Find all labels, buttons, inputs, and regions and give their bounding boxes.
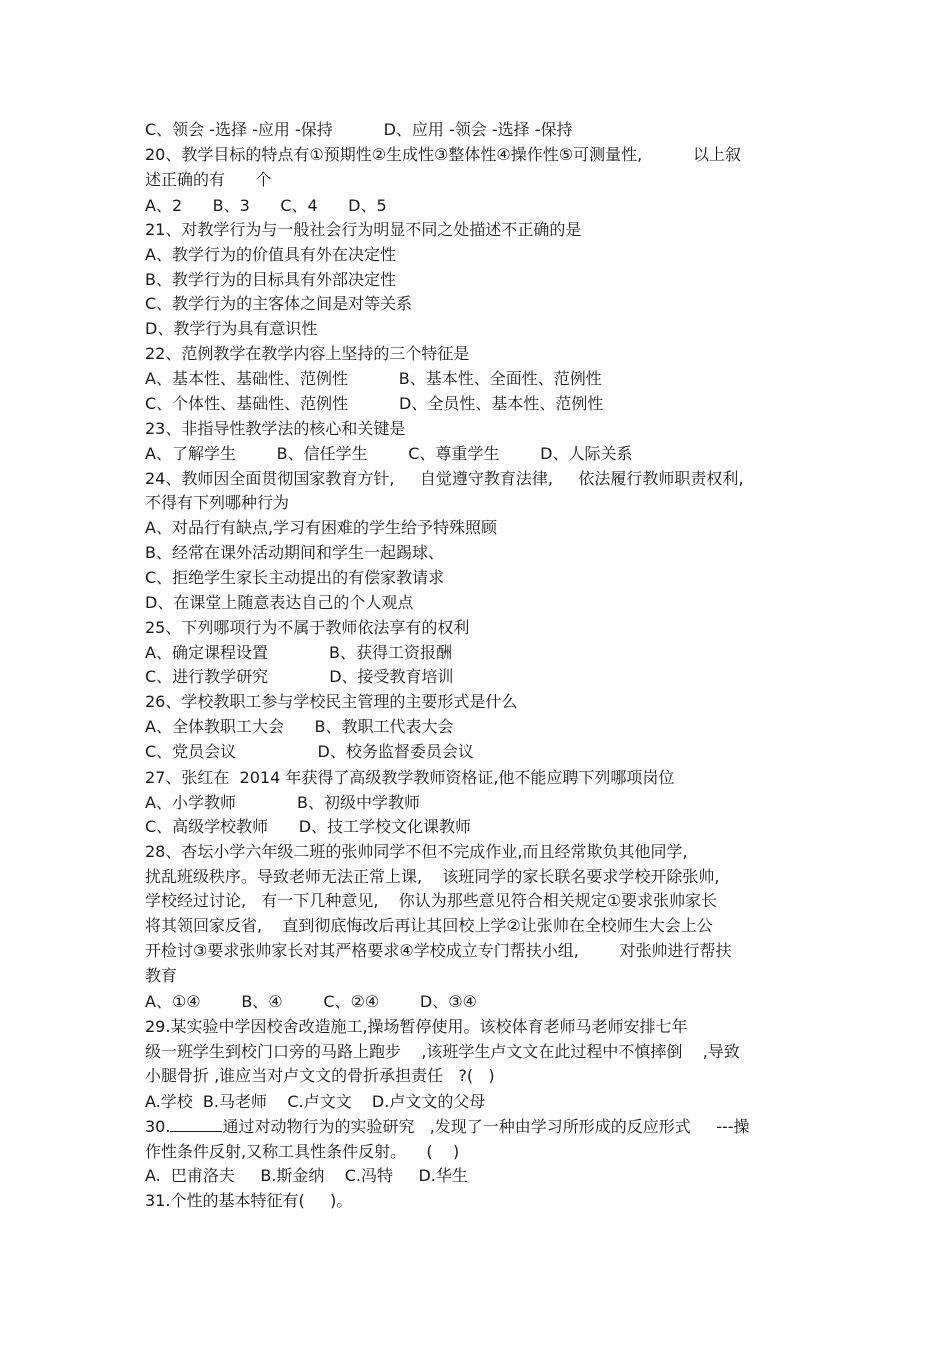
q27-options-cd: C、高级学校教师 D、技工学校文化课教师 [145, 817, 472, 836]
q26-options-cd: C、党员会议 D、校务监督委员会议 [145, 742, 474, 761]
q28-stem-5: 开检讨③要求张帅家长对其严格要求④学校成立专门帮扶小组, 对张帅进行帮扶 [145, 941, 732, 960]
q22-options-cd: C、个体性、基础性、范例性 D、全员性、基本性、范例性 [145, 394, 604, 413]
q20-options: A、2 B、3 C、4 D、5 [145, 196, 387, 215]
q24-stem: 24、教师因全面贯彻国家教育方针, 自觉遵守教育法律, 依法履行教师职责权利, [145, 469, 744, 488]
q31-stem: 31.个性的基本特征有( )。 [145, 1191, 353, 1210]
q30-options: A. 巴甫洛夫 B.斯金纳 C.冯特 D.华生 [145, 1166, 468, 1185]
q30-stem-text: 通过对动物行为的实验研究 ,发现了一种由学习所形成的反应形式 ---操 [222, 1117, 750, 1136]
q28-stem-6: 教育 [145, 966, 178, 985]
q23-stem: 23、非指导性教学法的核心和关键是 [145, 419, 406, 438]
q26-stem: 26、学校教职工参与学校民主管理的主要形式是什么 [145, 692, 518, 711]
q25-options-cd: C、进行教学研究 D、接受教育培训 [145, 667, 454, 686]
q29-stem-3: 小腿骨折 ,谁应当对卢文文的骨折承担责任 ?( ) [145, 1066, 495, 1085]
q30-stem-cont: 作性条件反射,又称工具性条件反射。 ( ) [145, 1142, 460, 1161]
q20-stem-cont: 述正确的有 个 [145, 170, 272, 189]
q29-options: A.学校 B.马老师 C.卢文文 D.卢文文的父母 [145, 1092, 486, 1111]
q22-options-ab: A、基本性、基础性、范例性 B、基本性、全面性、范例性 [145, 369, 602, 388]
q23-options: A、了解学生 B、信任学生 C、尊重学生 D、人际关系 [145, 444, 633, 463]
q21-option-b: B、教学行为的目标具有外部决定性 [145, 270, 396, 289]
q27-options-ab: A、小学教师 B、初级中学教师 [145, 793, 420, 812]
q25-options-ab: A、确定课程设置 B、获得工资报酬 [145, 643, 452, 662]
q25-stem: 25、下列哪项行为不属于教师依法享有的权利 [145, 618, 470, 637]
q28-stem-3: 学校经过讨论, 有一下几种意见, 你认为那些意见符合相关规定①要求张帅家长 [145, 891, 718, 910]
q28-options: A、①④ B、④ C、②④ D、③④ [145, 992, 477, 1011]
q21-stem: 21、对教学行为与一般社会行为明显不同之处描述不正确的是 [145, 220, 582, 239]
q19-options-cd: C、领会 -选择 -应用 -保持 D、应用 -领会 -选择 -保持 [145, 120, 573, 139]
q24-option-b: B、经常在课外活动期间和学生一起踢球、 [145, 543, 444, 562]
q28-stem-2: 扰乱班级秩序。导致老师无法正常上课, 该班同学的家长联名要求学校开除张帅, [145, 867, 720, 886]
q24-option-d: D、在课堂上随意表达自己的个人观点 [145, 593, 414, 612]
q26-options-ab: A、全体教职工大会 B、教职工代表大会 [145, 717, 454, 736]
q29-stem-1: 29.某实验中学因校舍改造施工,操场暂停使用。该校体育老师马老师安排七年 [145, 1017, 688, 1036]
q22-stem: 22、范例教学在教学内容上坚持的三个特征是 [145, 344, 470, 363]
q27-stem: 27、张红在 2014 年获得了高级教学教师资格证,他不能应聘下列哪项岗位 [145, 768, 675, 787]
q28-stem-4: 将其领回家反省, 直到彻底悔改后再让其回校上学②让张帅在全校师生大会上公 [145, 916, 713, 935]
q30-number: 30. [145, 1117, 171, 1136]
q24-option-c: C、拒绝学生家长主动提出的有偿家教请求 [145, 568, 445, 587]
q28-stem-1: 28、杏坛小学六年级二班的张帅同学不但不完成作业,而且经常欺负其他同学, [145, 842, 688, 861]
q29-stem-2: 级一班学生到校门口旁的马路上跑步 ,该班学生卢文文在此过程中不慎摔倒 ,导致 [145, 1042, 740, 1061]
q24-option-a: A、对品行有缺点,学习有困难的学生给予特殊照顾 [145, 518, 498, 537]
q30-answer-blank [170, 1117, 222, 1132]
q24-stem-cont: 不得有下列哪种行为 [145, 493, 290, 512]
q21-option-c: C、教学行为的主客体之间是对等关系 [145, 294, 413, 313]
q21-option-a: A、教学行为的价值具有外在决定性 [145, 245, 396, 264]
q30-stem [145, 1117, 750, 1137]
q21-option-d: D、教学行为具有意识性 [145, 319, 318, 338]
q20-stem: 20、教学目标的特点有①预期性②生成性③整体性④操作性⑤可测量性, 以上叙 [145, 145, 742, 164]
